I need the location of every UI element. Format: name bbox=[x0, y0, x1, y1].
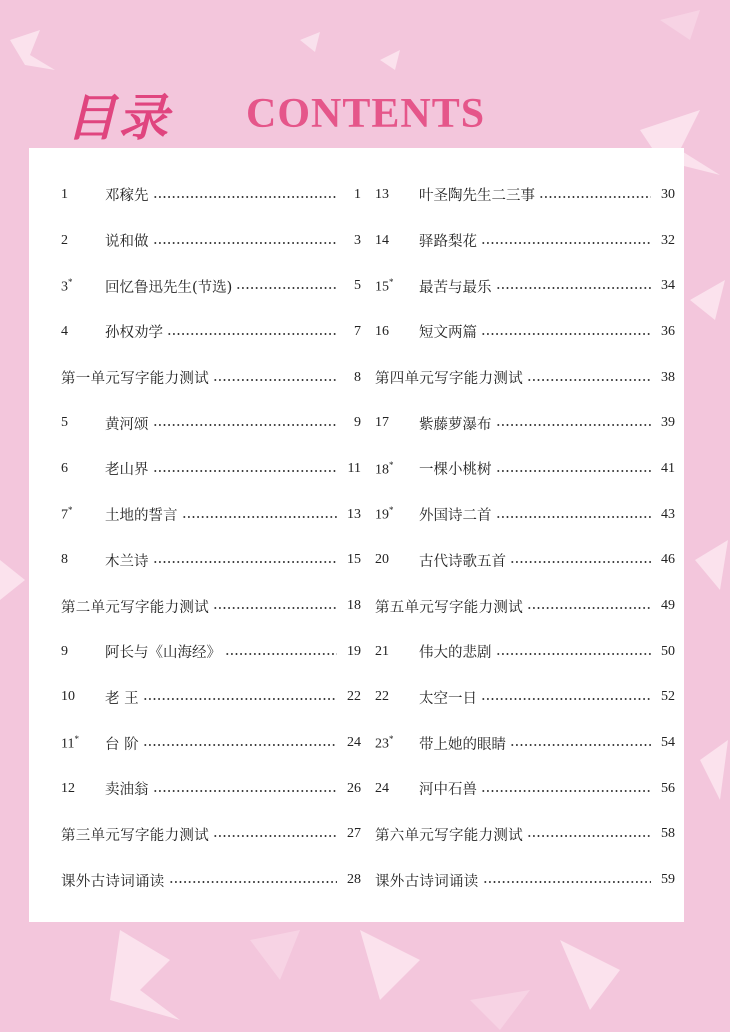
optional-star-mark: * bbox=[389, 505, 394, 516]
entry-page-number: 38 bbox=[661, 369, 675, 385]
entry-page-number: 8 bbox=[354, 369, 361, 385]
entry-page-number: 27 bbox=[347, 826, 361, 842]
entry-title: 带上她的眼睛 bbox=[419, 736, 506, 753]
entry-title: 台 阶 bbox=[105, 736, 139, 753]
entry-number: 23* bbox=[375, 733, 394, 752]
toc-entry[interactable] bbox=[375, 400, 675, 446]
toc-entry[interactable] bbox=[375, 766, 675, 812]
dot-leader bbox=[169, 881, 337, 883]
entry-page-number: 58 bbox=[661, 826, 675, 842]
dot-leader bbox=[213, 835, 337, 837]
entry-page-number: 1 bbox=[354, 186, 361, 202]
dot-leader bbox=[527, 379, 651, 381]
toc-entry[interactable] bbox=[61, 766, 361, 812]
toc-entry[interactable] bbox=[375, 492, 675, 538]
optional-star-mark: * bbox=[68, 276, 73, 287]
entry-page-number: 36 bbox=[661, 323, 675, 339]
dot-leader bbox=[496, 516, 652, 518]
entry-page-number: 22 bbox=[347, 689, 361, 705]
toc-entry[interactable] bbox=[375, 309, 675, 355]
entry-page-number: 11 bbox=[347, 460, 361, 476]
entry-number: 6 bbox=[61, 460, 68, 476]
toc-entry[interactable] bbox=[375, 538, 675, 584]
entry-number: 8 bbox=[61, 552, 68, 568]
dot-leader bbox=[182, 516, 338, 518]
dot-leader bbox=[510, 561, 651, 563]
dot-leader bbox=[527, 607, 651, 609]
entry-title: 叶圣陶先生二三事 bbox=[419, 188, 535, 205]
dot-leader bbox=[481, 333, 651, 335]
optional-star-mark: * bbox=[74, 733, 79, 744]
entry-title: 卖油翁 bbox=[105, 782, 149, 799]
toc-entry[interactable] bbox=[375, 720, 675, 766]
entry-page-number: 24 bbox=[347, 735, 361, 751]
entry-page-number: 5 bbox=[354, 278, 361, 294]
entry-number: 11* bbox=[61, 733, 79, 752]
toc-entry[interactable] bbox=[375, 263, 675, 309]
toc-unit-entry[interactable] bbox=[61, 583, 361, 629]
entry-title: 伟大的悲剧 bbox=[419, 645, 492, 662]
entry-number: 22 bbox=[375, 689, 389, 705]
dot-leader bbox=[153, 242, 338, 244]
dot-leader bbox=[527, 835, 651, 837]
toc-entry[interactable] bbox=[61, 675, 361, 721]
entry-title: 短文两篇 bbox=[419, 325, 477, 342]
entry-page-number: 54 bbox=[661, 735, 675, 751]
entry-number: 18* bbox=[375, 459, 394, 478]
toc-entry[interactable] bbox=[375, 218, 675, 264]
optional-star-mark: * bbox=[389, 276, 394, 287]
dot-leader bbox=[143, 744, 337, 746]
entry-number: 13 bbox=[375, 186, 389, 202]
entry-page-number: 3 bbox=[354, 232, 361, 248]
entry-number: 2 bbox=[61, 232, 68, 248]
entry-page-number: 18 bbox=[347, 598, 361, 614]
entry-number: 17 bbox=[375, 415, 389, 431]
entry-title: 河中石兽 bbox=[419, 782, 477, 799]
entry-page-number: 32 bbox=[661, 232, 675, 248]
dot-leader bbox=[496, 424, 652, 426]
dot-leader bbox=[539, 196, 651, 198]
dot-leader bbox=[213, 607, 337, 609]
entry-page-number: 59 bbox=[661, 872, 675, 888]
entry-number: 15* bbox=[375, 276, 394, 295]
toc-entry[interactable] bbox=[61, 400, 361, 446]
toc-unit-entry[interactable] bbox=[375, 583, 675, 629]
dot-leader bbox=[153, 470, 338, 472]
toc-entry[interactable] bbox=[61, 492, 361, 538]
entry-title: 阿长与《山海经》 bbox=[105, 645, 221, 662]
entry-title: 第四单元写字能力测试 bbox=[375, 371, 523, 388]
entry-title: 第三单元写字能力测试 bbox=[61, 827, 209, 844]
entry-number: 9 bbox=[61, 643, 68, 659]
entry-title: 第六单元写字能力测试 bbox=[375, 827, 523, 844]
entry-title: 老山界 bbox=[105, 462, 149, 479]
toc-entry[interactable] bbox=[61, 172, 361, 218]
entry-number: 10 bbox=[61, 689, 75, 705]
entry-number: 12 bbox=[61, 780, 75, 796]
entry-page-number: 46 bbox=[661, 552, 675, 568]
toc-entry[interactable] bbox=[61, 218, 361, 264]
entry-page-number: 7 bbox=[354, 323, 361, 339]
toc-entry[interactable] bbox=[375, 629, 675, 675]
dot-leader bbox=[213, 379, 337, 381]
toc-entry[interactable] bbox=[375, 172, 675, 218]
entry-title: 第二单元写字能力测试 bbox=[61, 599, 209, 616]
entry-title: 古代诗歌五首 bbox=[419, 553, 506, 570]
entry-page-number: 13 bbox=[347, 506, 361, 522]
entry-title: 孙权劝学 bbox=[105, 325, 163, 342]
entry-page-number: 56 bbox=[661, 780, 675, 796]
dot-leader bbox=[496, 470, 652, 472]
entry-number: 24 bbox=[375, 780, 389, 796]
toc-unit-entry[interactable] bbox=[61, 355, 361, 401]
dot-leader bbox=[153, 424, 338, 426]
entry-title: 黄河颂 bbox=[105, 416, 149, 433]
dot-leader bbox=[153, 196, 338, 198]
toc-unit-entry[interactable] bbox=[375, 857, 675, 903]
dot-leader bbox=[496, 287, 652, 289]
toc-unit-entry[interactable] bbox=[375, 355, 675, 401]
toc-unit-entry[interactable] bbox=[375, 812, 675, 858]
dot-leader bbox=[153, 790, 338, 792]
dot-leader bbox=[167, 333, 337, 335]
toc-entry[interactable] bbox=[61, 263, 361, 309]
toc-entry[interactable] bbox=[375, 675, 675, 721]
entry-number: 21 bbox=[375, 643, 389, 659]
entry-title: 回忆鲁迅先生(节选) bbox=[105, 279, 233, 296]
toc-entry[interactable] bbox=[61, 309, 361, 355]
entry-title: 紫藤萝瀑布 bbox=[419, 416, 492, 433]
entry-page-number: 19 bbox=[347, 643, 361, 659]
entry-page-number: 15 bbox=[347, 552, 361, 568]
dot-leader bbox=[225, 653, 337, 655]
entry-page-number: 49 bbox=[661, 598, 675, 614]
entry-title: 外国诗二首 bbox=[419, 508, 492, 525]
entry-title: 太空一日 bbox=[419, 690, 477, 707]
dot-leader bbox=[481, 790, 651, 792]
entry-number: 3* bbox=[61, 276, 73, 295]
entry-number: 5 bbox=[61, 415, 68, 431]
entry-page-number: 41 bbox=[661, 460, 675, 476]
entry-title: 第一单元写字能力测试 bbox=[61, 371, 209, 388]
entry-number: 20 bbox=[375, 552, 389, 568]
entry-number: 4 bbox=[61, 323, 68, 339]
entry-title: 邓稼先 bbox=[105, 188, 149, 205]
optional-star-mark: * bbox=[389, 733, 394, 744]
toc-panel bbox=[29, 148, 684, 922]
dot-leader bbox=[496, 653, 652, 655]
dot-leader bbox=[483, 881, 651, 883]
toc-column-right bbox=[375, 172, 675, 903]
entry-number: 14 bbox=[375, 232, 389, 248]
entry-page-number: 52 bbox=[661, 689, 675, 705]
optional-star-mark: * bbox=[389, 459, 394, 470]
entry-page-number: 34 bbox=[661, 278, 675, 294]
entry-page-number: 50 bbox=[661, 643, 675, 659]
entry-page-number: 30 bbox=[661, 186, 675, 202]
entry-page-number: 9 bbox=[354, 415, 361, 431]
entry-title: 最苦与最乐 bbox=[419, 279, 492, 296]
title-chinese: 目录 bbox=[66, 88, 170, 147]
entry-title: 一棵小桃树 bbox=[419, 462, 492, 479]
title-english: CONTENTS bbox=[246, 91, 486, 137]
toc-entry[interactable] bbox=[375, 446, 675, 492]
toc-unit-entry[interactable] bbox=[61, 857, 361, 903]
toc-entry[interactable] bbox=[61, 446, 361, 492]
toc-unit-entry[interactable] bbox=[61, 812, 361, 858]
dot-leader bbox=[143, 698, 337, 700]
entry-title: 说和做 bbox=[105, 234, 149, 251]
entry-title: 土地的誓言 bbox=[105, 508, 178, 525]
entry-page-number: 39 bbox=[661, 415, 675, 431]
entry-title: 驿路梨花 bbox=[419, 234, 477, 251]
entry-page-number: 26 bbox=[347, 780, 361, 796]
dot-leader bbox=[481, 698, 651, 700]
toc-entry[interactable] bbox=[61, 720, 361, 766]
entry-page-number: 28 bbox=[347, 872, 361, 888]
toc-column-left bbox=[61, 172, 361, 903]
dot-leader bbox=[153, 561, 338, 563]
toc-header bbox=[66, 72, 666, 147]
entry-page-number: 43 bbox=[661, 506, 675, 522]
dot-leader bbox=[510, 744, 651, 746]
entry-title: 课外古诗词诵读 bbox=[375, 873, 479, 890]
entry-title: 老 王 bbox=[105, 690, 139, 707]
dot-leader bbox=[236, 287, 337, 289]
entry-number: 7* bbox=[61, 505, 73, 523]
toc-entry[interactable] bbox=[61, 629, 361, 675]
entry-number: 16 bbox=[375, 323, 389, 339]
optional-star-mark: * bbox=[68, 505, 73, 516]
entry-title: 第五单元写字能力测试 bbox=[375, 599, 523, 616]
toc-entry[interactable] bbox=[61, 538, 361, 584]
dot-leader bbox=[481, 242, 651, 244]
entry-title: 课外古诗词诵读 bbox=[61, 873, 165, 890]
entry-number: 19* bbox=[375, 505, 394, 523]
entry-title: 木兰诗 bbox=[105, 553, 149, 570]
entry-number: 1 bbox=[61, 186, 68, 202]
